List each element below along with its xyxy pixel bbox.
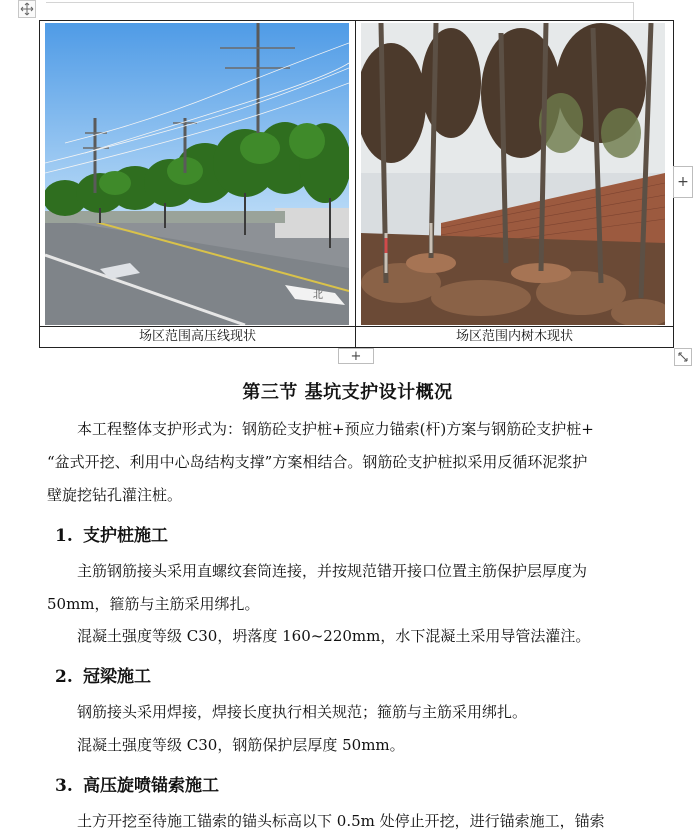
body-line: 50mm，箍筋与主筋采用绑扎。 <box>47 595 260 613</box>
trees-site-photo <box>361 23 665 325</box>
section-title: 第三节 基坑支护设计概况 <box>242 382 453 403</box>
body-line: 混凝土强度等级 C30，钢筋保护层厚度 50mm。 <box>77 736 405 754</box>
photo-cell-left <box>40 21 356 327</box>
header-rule <box>46 2 634 20</box>
move-arrows-icon <box>20 2 34 16</box>
resize-arrows-icon <box>677 351 689 363</box>
photo-cell-right <box>356 21 674 327</box>
north-label: 北 <box>313 290 323 301</box>
subsection-number: 2. <box>55 667 73 687</box>
intro-line-2: “盆式开挖、利用中心岛结构支撑”方案相结合。钢筋砼支护桩拟采用反循环泥浆护 <box>47 453 588 471</box>
subsection-heading-1 <box>55 521 168 546</box>
table-resize-handle[interactable] <box>674 348 692 366</box>
photo-caption-left: 场区范围高压线现状 <box>40 327 356 348</box>
subsection-number: 1. <box>55 526 73 546</box>
photo-caption-right: 场区范围内树木现状 <box>356 327 674 348</box>
subsection-heading-2 <box>55 662 151 687</box>
high-voltage-line-photo <box>45 23 349 325</box>
table-move-handle[interactable] <box>18 0 36 18</box>
body-line: 混凝土强度等级 C30，坍落度 160~220mm，水下混凝土采用导管法灌注。 <box>77 627 591 645</box>
subsection-heading-3 <box>55 771 219 796</box>
subsection-title: 冠梁施工 <box>83 667 151 687</box>
photo-table <box>39 20 674 348</box>
subsection-title: 支护桩施工 <box>83 526 168 546</box>
body-line: 土方开挖至待施工锚索的锚头标高以下 0.5m 处停止开挖，进行锚索施工，锚索 <box>77 812 605 830</box>
subsection-number: 3. <box>55 776 73 796</box>
intro-line-3: 壁旋挖钻孔灌注桩。 <box>47 486 183 504</box>
subsection-title: 高压旋喷锚索施工 <box>83 776 219 796</box>
body-line: 钢筋接头采用焊接，焊接长度执行相关规范；箍筋与主筋采用绑扎。 <box>77 703 528 721</box>
add-column-button[interactable]: + <box>673 166 693 198</box>
intro-line-1: 本工程整体支护形式为：钢筋砼支护桩+预应力锚索(杆)方案与钢筋砼支护桩+ <box>77 420 594 438</box>
add-row-button[interactable]: + <box>338 348 374 364</box>
body-line: 主筋钢筋接头采用直螺纹套筒连接，并按规范错开接口位置主筋保护层厚度为 <box>77 562 588 580</box>
